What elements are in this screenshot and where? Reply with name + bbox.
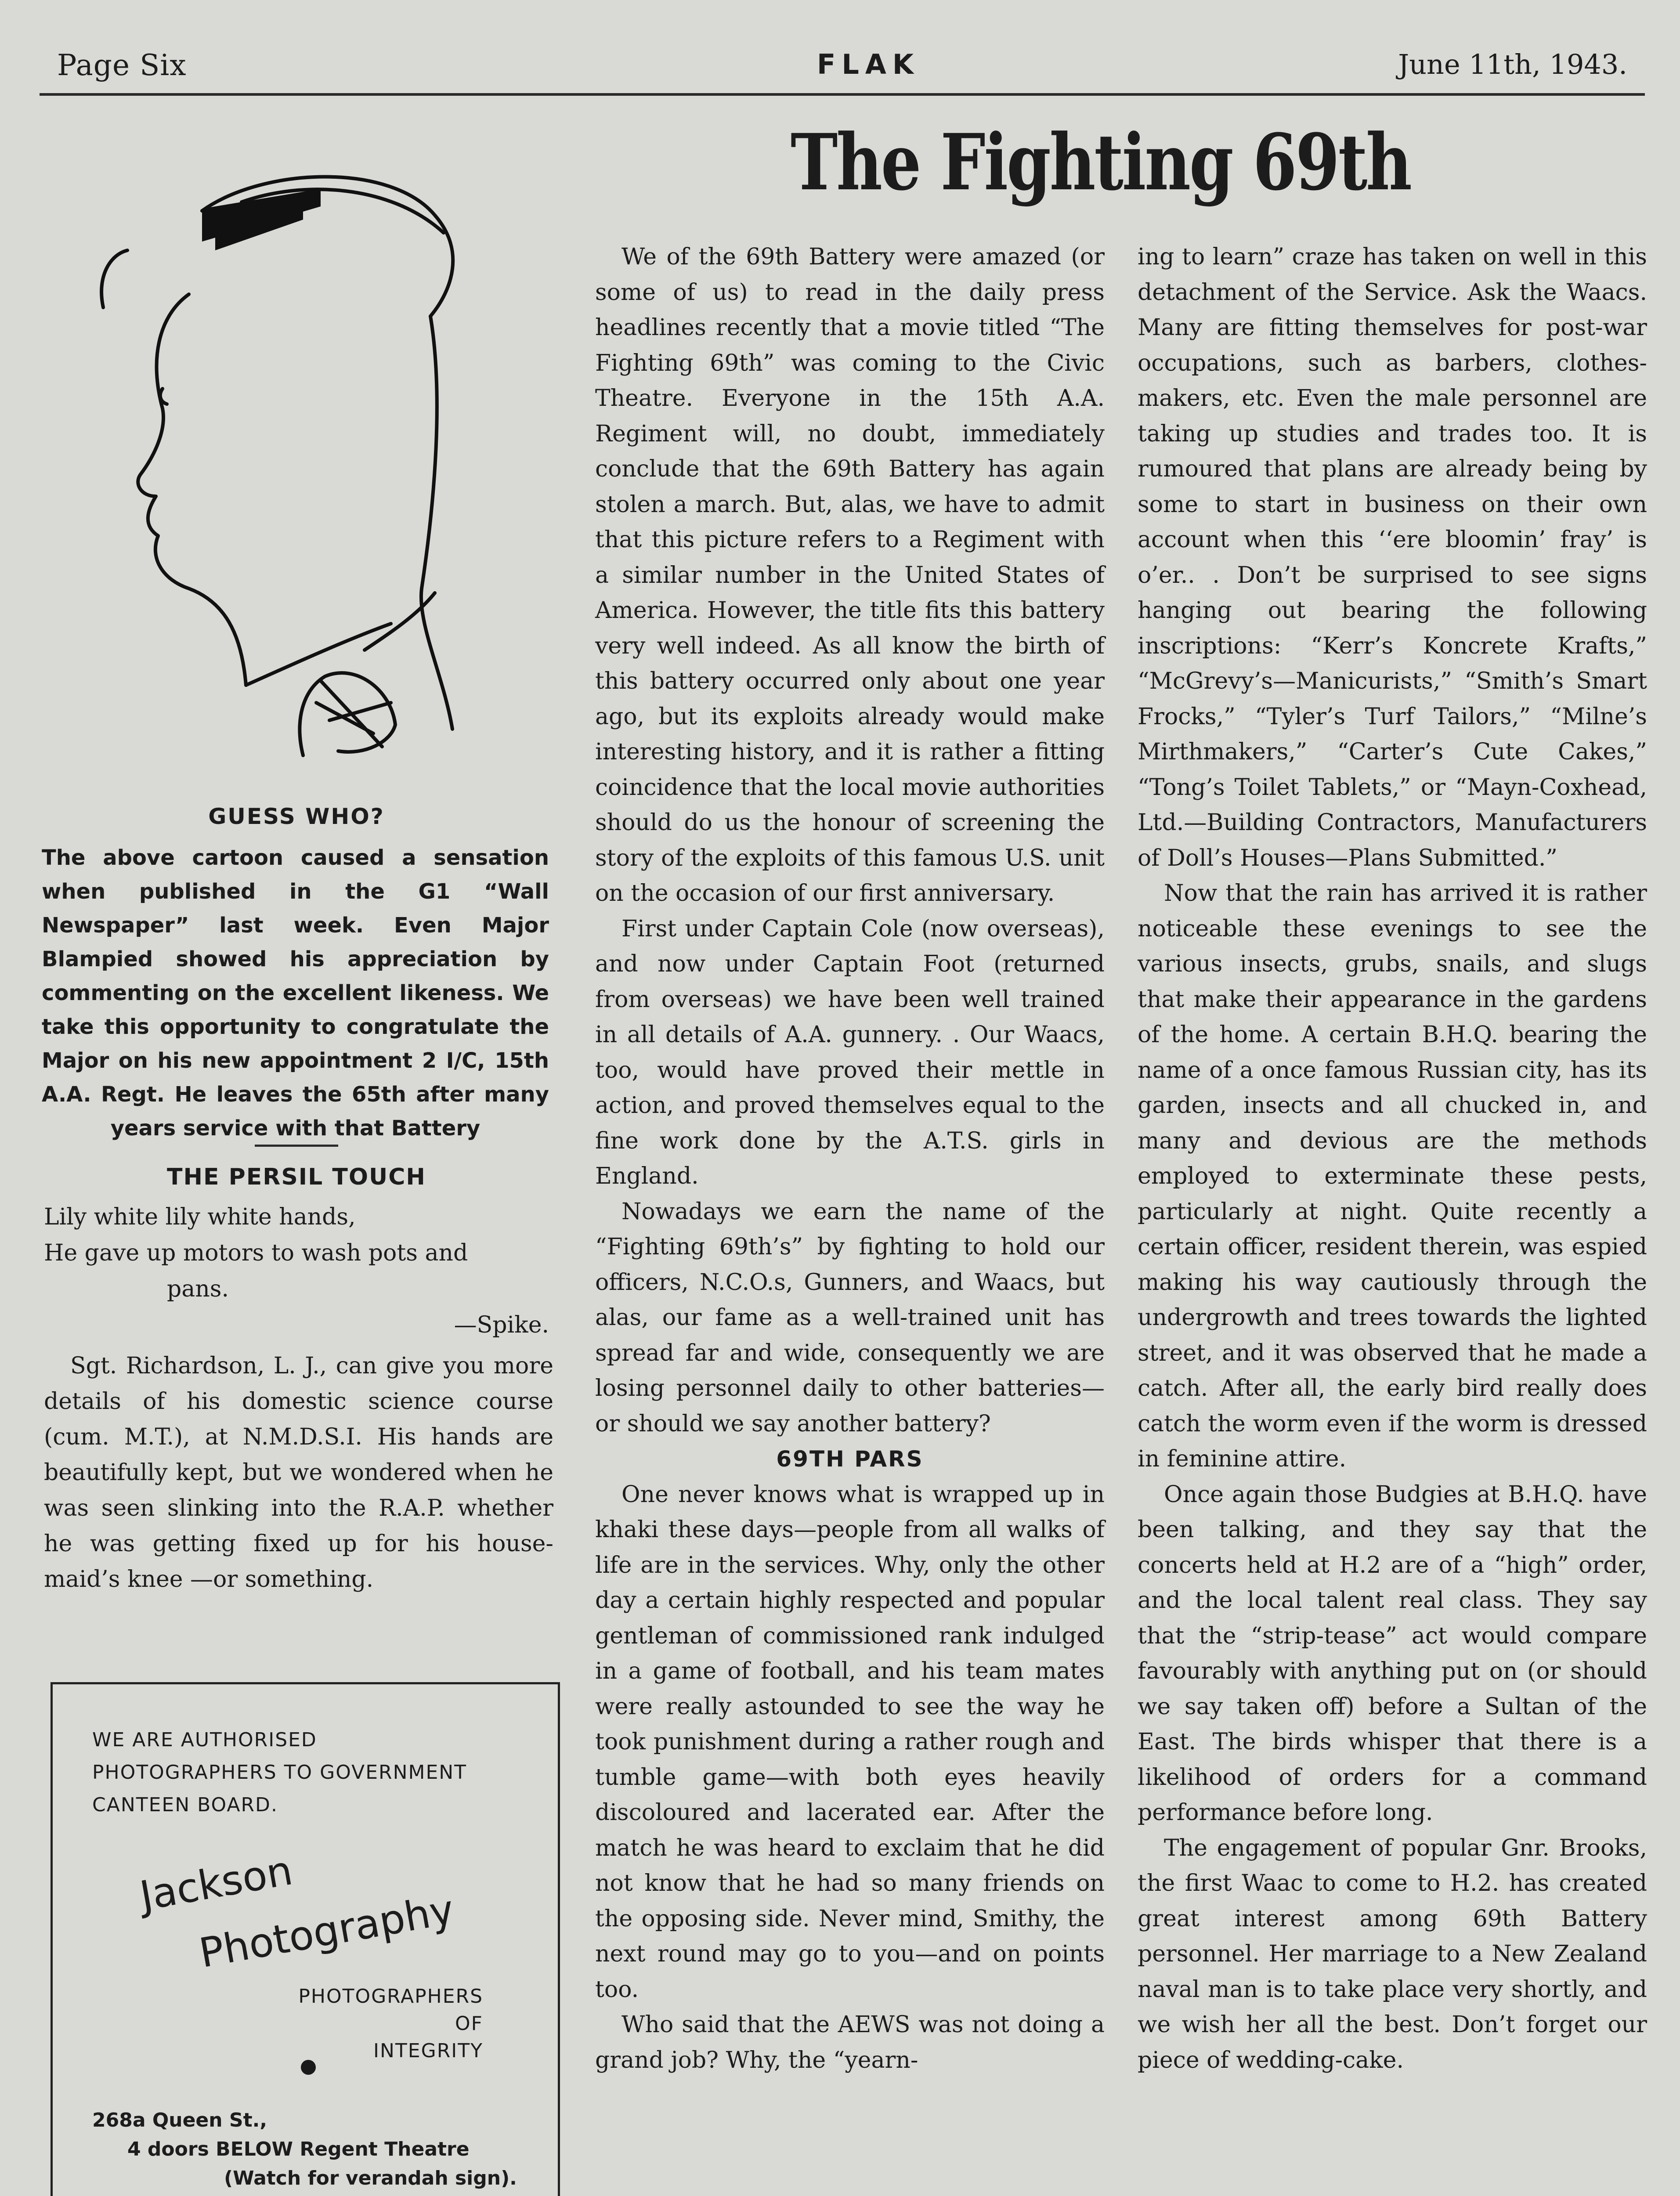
page-header: [53, 44, 1640, 92]
persil-poem: [44, 1199, 553, 1343]
head-outline: [202, 177, 453, 317]
cartoon-portrait: [57, 149, 549, 799]
eye: [160, 389, 167, 404]
page-label: Page Six: [57, 48, 187, 82]
richardson-paragraph: Sgt. Richardson, L. J., can give you more details of his domestic science course (cum. M.T.), at N.M.D.S.I. His hands are beautifully kept, but we wondered when he was seen slinking into the R.A.P. whether he was getting fixed up for his house-maid’s knee —or something.: [44, 1353, 553, 1593]
ad-bullet-dot: [301, 2060, 316, 2075]
article-column-2: [595, 239, 1105, 2078]
poem-line-2: He gave up motors to wash pots and: [44, 1240, 468, 1266]
article-paragraph: Who said that the AEWS was not doing a grand job? Why, the “yearn-: [595, 2012, 1105, 2073]
ad-address-line-1: 268a Queen St.,: [92, 2109, 267, 2131]
jackson-photography-ad: [51, 1682, 560, 2196]
pars-section-title: 69TH PARS: [776, 1446, 924, 1472]
ad-heading: [92, 1724, 467, 1821]
guess-who-title: GUESS WHO?: [208, 804, 385, 829]
ad-address: [92, 2106, 517, 2193]
poem-line-1: Lily white lily white hands,: [44, 1204, 356, 1230]
face-profile: [138, 294, 246, 685]
ad-heading-line-3: CANTEEN BOARD.: [92, 1794, 278, 1816]
header-rule: [40, 93, 1645, 96]
poem-signature: —Spike.: [454, 1312, 549, 1338]
article-title: The Fighting 69th: [791, 117, 1411, 208]
ad-address-line-2: 4 doors BELOW Regent Theatre: [127, 2138, 470, 2160]
article-paragraph: We of the 69th Battery were amazed (or some of us) to read in the daily press headlines recently that a movie titled “The Fighting 69th” was coming to the Civic Theatre. Everyone in the 15th A.A. Regiment will, no doubt, immediately conclude that the 69th Battery has again stolen a march. But, alas, we have to admit that this picture refers to a Regiment with a similar number in the United States of America. However, the title fits this battery very well indeed. As all know the birth of this battery occurred only about one year ago, but its exploits already would make interesting history, and it is rather a fitting coincidence that the local movie authorities should do us the honour of screening the story of the exploits of this famous U.S. unit on the occasion of our first anniversary.: [595, 244, 1105, 907]
issue-date: June 11th, 1943.: [1398, 48, 1627, 80]
article-column-3: [1138, 239, 1647, 2078]
ad-address-line-3: (Watch for verandah sign).: [224, 2167, 517, 2189]
ad-heading-line-1: WE ARE AUTHORISED: [92, 1729, 317, 1751]
section-divider: [255, 1145, 338, 1147]
article-paragraph: Once again those Budgies at B.H.Q. have been talking, and they say that the concerts held at H.2 are of a “high” order, and the local talent real class. They say that the “strip-tease” act would compare favourably with anything put on (or should we say taken off) before a Sultan of the East. The birds whisper that there is a likelihood of orders for a command performance before long.: [1138, 1481, 1647, 1826]
ad-brand-photography: Photography: [195, 1886, 458, 1977]
article-paragraph: One never knows what is wrapped up in khaki these days—people from all walks of life are in the services. Why, only the other day a certain highly respected and popular gentleman of commissioned rank indulged in a game of football, and his team mates were really astounded to see the way he took punishment during a rather rough and tumble game—with both eyes heavily discoloured and lacerated ear. After the match he was heard to exclaim that he did not know that he had so many friends on the opposing side. Never mind, Smithy, the next round may go to you—and on points too.: [595, 1481, 1105, 2003]
ad-tagline: [290, 1983, 483, 2065]
poem-line-3: pans.: [167, 1276, 229, 1302]
guess-who-body: The above cartoon caused a sensation when published in the G1 “Wall Newspaper” last week. Even Major Blampied showed his appreciation by commenting on the excellent likeness. We take this opportunity to congratulate the Major on his new appointment 2 I/C, 15th A.A. Regt. He leaves the 65th after many years service with that Battery: [42, 845, 549, 1141]
ad-tagline-line-1: PHOTOGRAPHERS OF: [298, 1985, 483, 2035]
article-paragraph: ing to learn” craze has taken on well in this detachment of the Service. Ask the Waacs. Many are fitting themselves for post-war occupations, such as barbers, clothes-makers, etc. Even the male personnel are taking up studies and trades too. It is rumoured that plans are already being by some to start in business on their own account when this ‘‘ere bloomin’ fray’ is o’er.. . Don’t be surprised to see signs hanging out bearing the following inscriptions: “Kerr’s Koncrete Krafts,” “McGrevy’s—Manicurists,” “Smith’s Smart Frocks,” “Tyler’s Turf Tailors,” “Milne’s Mirthmakers,” “Carter’s Cute Cakes,” “Tong’s Toilet Tablets,” or “Mayn-Coxhead, Ltd.—Building Contractors, Manufacturers of Doll’s Houses—Plans Submitted.”: [1138, 244, 1647, 871]
ad-tagline-line-2: INTEGRITY: [373, 2040, 483, 2062]
paper-name: FLAK: [817, 48, 920, 80]
persil-touch-title: THE PERSIL TOUCH: [167, 1164, 426, 1190]
article-paragraph: Now that the rain has arrived it is rather noticeable these evenings to see the various insects, grubs, snails, and slugs that make their appearance in the gardens of the home. A certain B.H.Q. bearing the name of a once famous Russian city, has its garden, insects and all chucked in, and many and devious are the methods employed to exterminate these pests, particularly at night. Quite recently a certain officer, resident therein, was espied making his way cautiously through the undergrowth and trees towards the lighted street, and it was observed that he made a catch. After all, the early bird really does catch the worm even if the worm is dressed in feminine attire.: [1138, 880, 1647, 1472]
article-paragraph: The engagement of popular Gnr. Brooks, the first Waac to come to H.2. has created great interest among 69th Battery personnel. Her marriage to a New Zealand naval man is to take place very shortly, and we wish her all the best. Don’t forget our piece of wedding-cake.: [1138, 1835, 1647, 2073]
article-paragraph: Nowadays we earn the name of the “Fighting 69th’s” by fighting to hold our officers, N.C.O.s, Gunners, and Waacs, but alas, our fame as a well-trained unit has spread far and wide, consequently we are losing personnel daily to other batteries—or should we say another battery?: [595, 1198, 1105, 1437]
ad-heading-line-2: PHOTOGRAPHERS TO GOVERNMENT: [92, 1761, 467, 1784]
article-paragraph: First under Captain Cole (now overseas), and now under Captain Foot (returned from overseas) we have been well trained in all details of A.A. gunnery. . Our Waacs, too, would have proved their mettle in action, and proved themselves equal to the fine work done by the A.T.S. girls in England.: [595, 915, 1105, 1189]
ad-brand-jackson: Jackson: [136, 1847, 296, 1920]
